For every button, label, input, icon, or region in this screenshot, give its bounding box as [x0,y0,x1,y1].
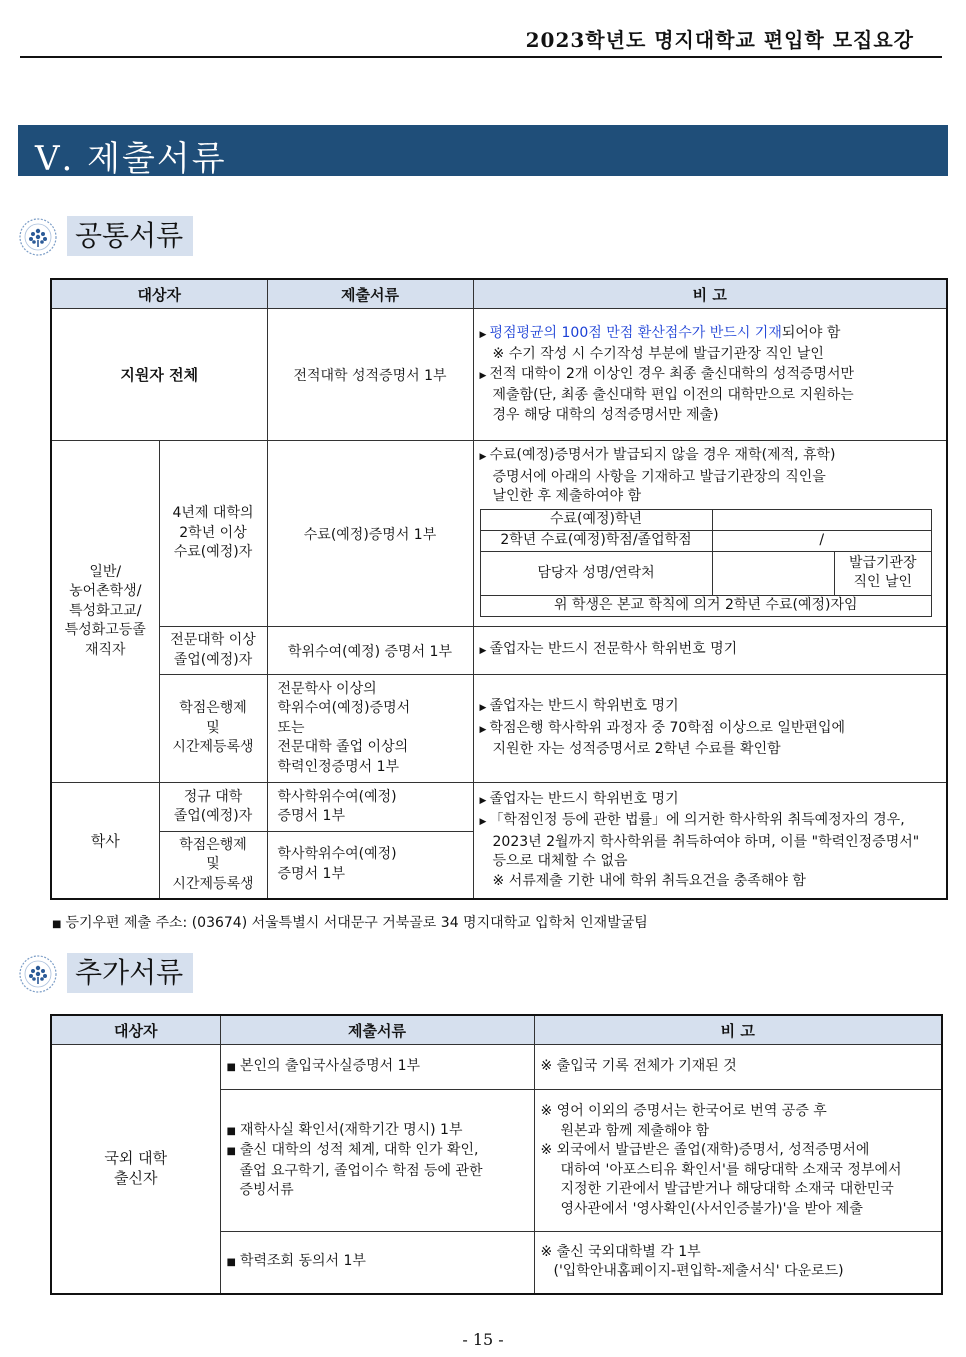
triangle-bullet-icon: ▶ [479,329,487,340]
target-cell: 국외 대학 출신자 [51,1045,220,1294]
document-cell: ■ 학력조회 동의서 1부 [220,1232,534,1294]
document-header-title: 2023학년도 명지대학교 편입학 모집요강 [525,28,914,52]
document-cell: 학사학위수여(예정) 증명서 1부 [267,783,473,832]
document-cell: 전문학사 이상의 학위수여(예정)증명서 또는 전문대학 졸업 이상의 학력인정증명서 1부 [267,675,473,783]
form-value [712,551,834,595]
form-label: 수료(예정)학년 [480,509,712,530]
seal-cell: 발급기관장 직인 날인 [834,551,932,595]
form-value: / [712,530,932,551]
table-row [51,675,947,783]
table-row [51,309,947,441]
table-header-row [51,1015,942,1045]
triangle-bullet-icon: ▶ [479,452,487,463]
remarks-cell: ※ 출신 국외대학별 각 1부 ('입학안내홈페이지-편입학-제출서식' 다운로드) [534,1232,942,1294]
header-divider [20,56,942,58]
table-row [51,441,947,627]
remarks-cell: ※ 영어 이외의 증명서는 한국어로 번역 공증 후 원본과 함께 제출해야 함 ※ 외국에서 발급받은 졸업(재학)증명서, 성적증명서에 대하여 '아포스티유 확인서'를 해당대학 소재국 정부에서 지정한 기관에서 발급받거나 해당대학 소재국 대한민국 영사관에서 '영사확인(사서인증불가)'을 받아 제출 [534,1090,942,1232]
column-header-documents: 제출서류 [267,279,473,309]
table-row [51,783,947,832]
square-bullet-icon: ■ [226,1146,236,1157]
square-bullet-icon: ■ [226,1257,236,1268]
column-header-target: 대상자 [51,279,267,309]
remarks-cell: ※ 출입국 기록 전체가 기재된 것 [534,1045,942,1090]
subgroup-cell: 4년제 대학의 2학년 이상 수료(예정)자 [159,441,267,627]
section-title-common: 공통서류 [67,216,193,256]
remarks-cell: ▶ 졸업자는 반드시 전문학사 학위번호 명기 [473,627,947,675]
chapter-title: Ⅴ. 제출서류 [35,139,227,179]
column-header-remarks: 비 고 [534,1015,942,1045]
document-cell: ■ 본인의 출입국사실증명서 1부 [220,1045,534,1090]
column-header-target: 대상자 [51,1015,220,1045]
form-statement: 위 학생은 본교 학칙에 의거 2학년 수료(예정)자임 [480,595,932,616]
triangle-bullet-icon: ▶ [479,724,487,735]
document-cell: 전적대학 성적증명서 1부 [267,309,473,441]
subgroup-cell: 정규 대학 졸업(예정)자 [159,783,267,832]
page-number: - 15 - [462,1330,504,1349]
remarks-cell: ▶ 졸업자는 반드시 학위번호 명기 ▶ 학점은행 학사학위 과정자 중 70학점 이상으로 일반편입에 지원한 자는 성적증명서로 2학년 수료를 확인함 [473,675,947,783]
university-seal-icon [18,217,58,257]
square-bullet-icon: ■ [52,919,62,930]
triangle-bullet-icon: ▶ [479,645,487,656]
additional-documents-table [50,1014,943,1295]
triangle-bullet-icon: ▶ [479,370,487,381]
column-header-remarks: 비 고 [473,279,947,309]
square-bullet-icon: ■ [226,1125,236,1137]
document-cell: 학사학위수여(예정) 증명서 1부 [267,832,473,899]
document-cell: 수료(예정)증명서 1부 [267,441,473,627]
subgroup-cell: 전문대학 이상 졸업(예정)자 [159,627,267,675]
mailing-address-note: ■ 등기우편 제출 주소: (03674) 서울특별시 서대문구 거북골로 34 명지대학교 입학처 인재발굴팀 [52,915,648,931]
document-cell: ■ 재학사실 확인서(재학기간 명시) 1부 ■ 출신 대학의 성적 체계, 대학 인가 확인, 졸업 요구학기, 졸업이수 학점 등에 관한 증빙서류 [220,1090,534,1232]
table-row [51,627,947,675]
form-label: 담당자 성명/연락처 [480,551,712,595]
form-label: 2학년 수료(예정)학점/졸업학점 [480,530,712,551]
triangle-bullet-icon: ▶ [479,795,487,806]
group-label-general: 일반/ 농어촌학생/ 특성화고교/ 특성화고등졸 재직자 [51,441,159,783]
group-label-bachelor: 학사 [51,783,159,899]
table-row [51,1045,942,1090]
subgroup-cell: 학점은행제 및 시간제등록생 [159,675,267,783]
remarks-cell: ▶ 수료(예정)증명서가 발급되지 않을 경우 재학(제적, 휴학) 증명서에 아래의 사항을 기재하고 발급기관장의 직인을 날인한 후 제출하여야 함 수료(예정)학년 2학년 수료(예정)학점/졸업학점 / 담당자 성명/연락처 발급기관장 직인 날인 위 학생은 본교 학칙에 의거 2학년 수료(예정)자임 [473,441,947,627]
square-bullet-icon: ■ [226,1061,236,1073]
completion-info-form [480,509,933,617]
remarks-cell: ▶ 졸업자는 반드시 학위번호 명기 ▶ 「학점인정 등에 관한 법률」에 의거한 학사학위 취득예정자의 경우, 2023년 2월까지 학사학위를 취득하여야 하며, 이를 "학력인정증명서" 등으로 대체할 수 없음 ※ 서류제출 기한 내에 학위 취득요건을 충족해야 함 [473,783,947,899]
common-documents-table [50,278,948,900]
form-value [712,509,932,530]
section-title-additional: 추가서류 [67,953,193,993]
document-cell: 학위수여(예정) 증명서 1부 [267,627,473,675]
triangle-bullet-icon: ▶ [479,703,487,714]
subgroup-cell: 학점은행제 및 시간제등록생 [159,832,267,899]
target-cell: 지원자 전체 [51,309,267,441]
university-seal-icon [18,954,58,994]
remarks-cell: ▶ 평점평균의 100점 만점 환산점수가 반드시 기재되어야 함 ※ 수기 작성 시 수기작성 부분에 발급기관장 직인 날인 ▶ 전적 대학이 2개 이상인 경우 최종 출신대학의 성적증명서만 제출함(단, 최종 출신대학 편입 이전의 대학만으로 지원하는 경우 해당 대학의 성적증명서만 제출) [473,309,947,441]
triangle-bullet-icon: ▶ [479,817,487,827]
table-header-row [51,279,947,309]
column-header-documents: 제출서류 [220,1015,534,1045]
